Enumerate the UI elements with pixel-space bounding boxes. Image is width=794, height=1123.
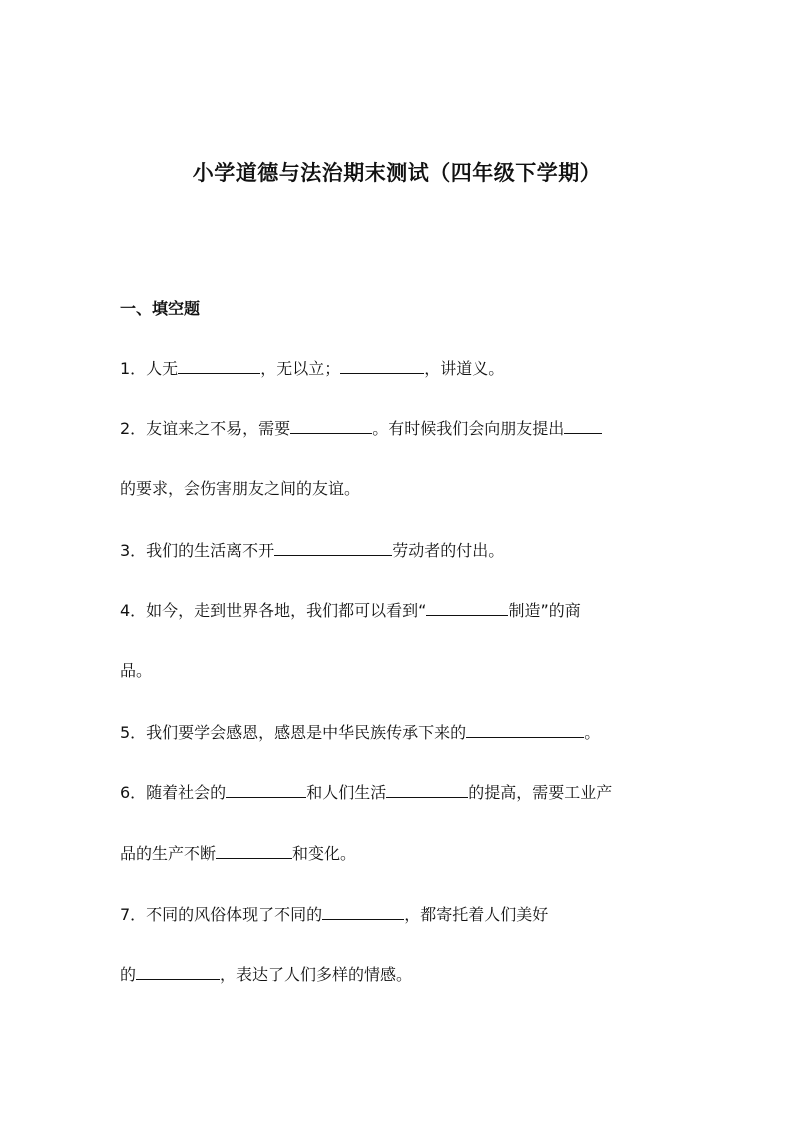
answer-blank[interactable] (274, 538, 392, 556)
question-text: ，都寄托着人们美好 (404, 905, 549, 924)
question-text: 的 (120, 965, 137, 984)
question-4-line-2 (120, 659, 152, 683)
section-heading-fill-in-blanks: 一、填空题 (120, 299, 201, 318)
question-7-line-1 (120, 902, 548, 927)
question-text: ，无以立； (260, 359, 341, 378)
question-text: 品。 (120, 661, 153, 680)
answer-blank[interactable] (564, 416, 602, 434)
question-2-line-1 (120, 416, 602, 441)
question-text: 5．我们要学会感恩，感恩是中华民族传承下来的 (120, 723, 467, 742)
question-text: 品的生产不断 (120, 844, 217, 863)
question-3-line-1 (120, 538, 504, 563)
question-text: 和变化。 (292, 844, 357, 863)
answer-blank[interactable] (386, 780, 468, 798)
question-text: 1．人无 (120, 359, 179, 378)
question-5-line-1 (120, 720, 600, 745)
question-text: 和人们生活 (306, 783, 387, 802)
question-text: 。 (584, 723, 601, 742)
question-text: ，讲道义。 (424, 359, 505, 378)
question-text: ，表达了人们多样的情感。 (220, 965, 413, 984)
question-4-line-1 (120, 598, 581, 623)
question-1-line-1 (120, 356, 504, 381)
page-title: 小学道德与法治期末测试（四年级下学期） (192, 161, 602, 185)
question-text: 3．我们的生活离不开 (120, 541, 275, 560)
question-text: 2．友谊来之不易，需要 (120, 419, 291, 438)
answer-blank[interactable] (216, 841, 292, 859)
answer-blank[interactable] (466, 720, 584, 738)
answer-blank[interactable] (226, 780, 306, 798)
question-text: 制造”的商 (508, 601, 581, 620)
question-6-line-2 (120, 841, 356, 866)
answer-blank[interactable] (136, 962, 220, 980)
question-text: 4．如今，走到世界各地，我们都可以看到“ (120, 601, 427, 620)
question-text: 劳动者的付出。 (392, 541, 505, 560)
question-text: 的要求，会伤害朋友之间的友谊。 (120, 479, 361, 498)
question-text: 7．不同的风俗体现了不同的 (120, 905, 323, 924)
question-text: 的提高，需要工业产 (468, 783, 613, 802)
answer-blank[interactable] (340, 356, 424, 374)
question-text: 。有时候我们会向朋友提出 (372, 419, 565, 438)
question-2-line-2 (120, 477, 360, 501)
question-7-line-2 (120, 962, 412, 987)
answer-blank[interactable] (290, 416, 372, 434)
answer-blank[interactable] (178, 356, 260, 374)
answer-blank[interactable] (322, 902, 404, 920)
answer-blank[interactable] (426, 598, 508, 616)
question-6-line-1 (120, 780, 612, 805)
question-text: 6．随着社会的 (120, 783, 227, 802)
